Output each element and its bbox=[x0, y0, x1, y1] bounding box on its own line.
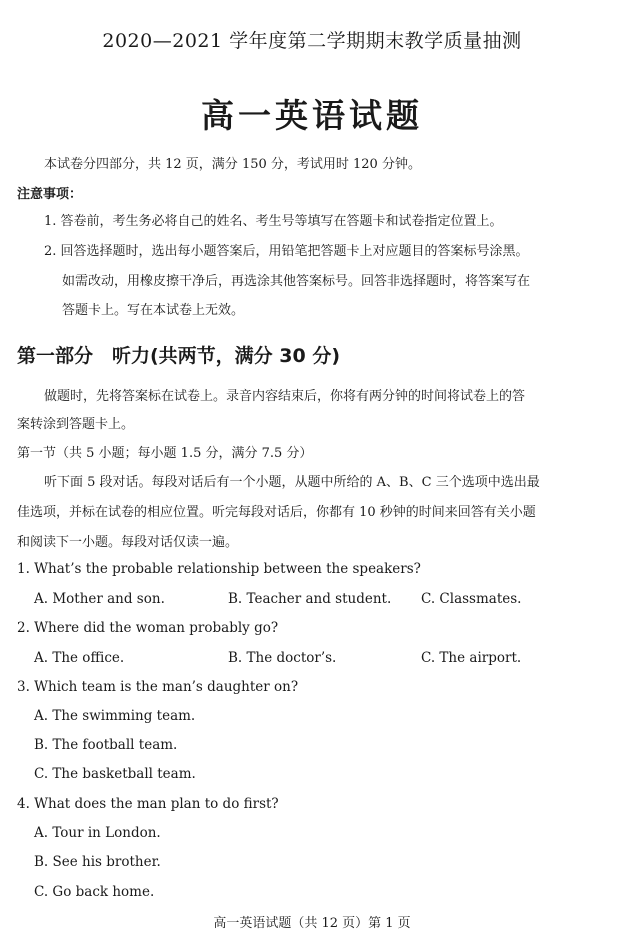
notes-heading: 注意事项： bbox=[17, 187, 83, 202]
question-2-option-b: B. The doctor’s. bbox=[228, 650, 337, 666]
question-1-option-b: B. Teacher and student. bbox=[228, 591, 392, 607]
part1-instruction-line-2: 案转涂到答题卡上。 bbox=[17, 417, 135, 432]
part1-heading: 第一部分 听力(共两节，满分 30 分) bbox=[17, 345, 341, 367]
note-item-2-line-1: 2. 回答选择题时，选出每小题答案后，用铅笔把答题卡上对应题目的答案标号涂黑。 bbox=[44, 244, 529, 259]
question-4-stem: 4. What does the man plan to do first? bbox=[17, 796, 279, 812]
question-4-option-b: B. See his brother. bbox=[34, 854, 161, 870]
question-4-option-a: A. Tour in London. bbox=[34, 825, 161, 841]
note-item-2-line-2: 如需改动，用橡皮擦干净后，再选涂其他答案标号。回答非选择题时，将答案写在 bbox=[62, 274, 531, 289]
paper-title: 高一英语试题 bbox=[201, 96, 423, 135]
question-1-option-c: C. Classmates. bbox=[421, 591, 522, 607]
intro-text: 本试卷分四部分，共 12 页，满分 150 分，考试用时 120 分钟。 bbox=[44, 157, 421, 172]
note-item-2-line-3: 答题卡上。写在本试卷上无效。 bbox=[62, 303, 245, 318]
page-footer: 高一英语试题（共 12 页）第 1 页 bbox=[213, 916, 411, 931]
question-3-option-a: A. The swimming team. bbox=[34, 708, 196, 724]
question-1-stem: 1. What’s the probable relationship between the speakers? bbox=[17, 561, 421, 577]
question-3-option-c: C. The basketball team. bbox=[34, 766, 196, 782]
section1-instruction-line-3: 和阅读下一小题。每段对话仅读一遍。 bbox=[17, 535, 239, 550]
question-3-stem: 3. Which team is the man’s daughter on? bbox=[17, 679, 299, 695]
question-3-option-b: B. The football team. bbox=[34, 737, 178, 753]
exam-title: 2020—2021 学年度第二学期期末教学质量抽测 bbox=[102, 30, 522, 52]
section1-heading: 第一节（共 5 小题；每小题 1.5 分，满分 7.5 分） bbox=[17, 446, 313, 461]
question-2-option-c: C. The airport. bbox=[421, 650, 522, 666]
question-1-option-a: A. Mother and son. bbox=[34, 591, 165, 607]
part1-instruction-line-1: 做题时，先将答案标在试卷上。录音内容结束后，你将有两分钟的时间将试卷上的答 bbox=[44, 389, 526, 404]
question-4-option-c: C. Go back home. bbox=[34, 884, 155, 900]
section1-instruction-line-2: 佳选项，并标在试卷的相应位置。听完每段对话后，你都有 10 秒钟的时间来回答有关小题 bbox=[17, 505, 536, 520]
question-2-option-a: A. The office. bbox=[34, 650, 125, 666]
question-2-stem: 2. Where did the woman probably go? bbox=[17, 620, 279, 636]
section1-instruction-line-1: 听下面 5 段对话。每段对话后有一个小题，从题中所给的 A、B、C 三个选项中选出最 bbox=[44, 475, 540, 490]
note-item-1: 1. 答卷前，考生务必将自己的姓名、考生号等填写在答题卡和试卷指定位置上。 bbox=[44, 214, 503, 229]
